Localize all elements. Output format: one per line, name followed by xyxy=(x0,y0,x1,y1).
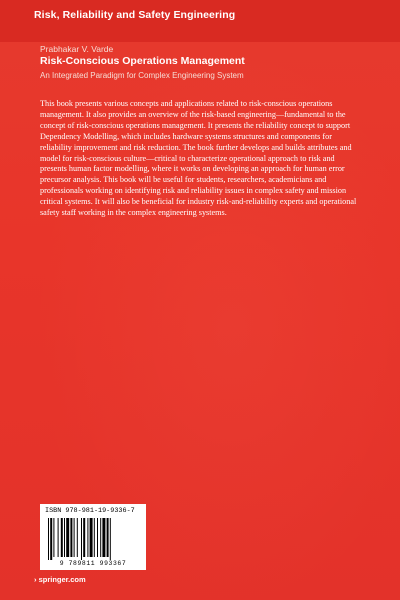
barcode-bar xyxy=(81,518,82,560)
barcode-bar xyxy=(107,518,109,557)
barcode-bar xyxy=(97,518,98,557)
barcode-bar xyxy=(83,518,85,557)
book-title: Risk-Conscious Operations Management xyxy=(40,55,245,67)
barcode-bar xyxy=(66,518,69,557)
author-name: Prabhakar V. Varde xyxy=(40,44,114,54)
barcode-bar xyxy=(48,518,49,560)
barcode-bar xyxy=(87,518,88,557)
barcode-bar xyxy=(100,518,101,557)
isbn-number: ISBN 978-981-19-9336-7 xyxy=(45,507,135,515)
barcode-bar xyxy=(53,518,54,557)
barcode-bar xyxy=(74,518,75,557)
barcode-bar xyxy=(102,518,105,557)
book-subtitle: An Integrated Paradigm for Complex Engineering System xyxy=(40,71,244,80)
book-description: This book presents various concepts and applications related to risk-conscious operations management. It also provides an overview of the risk-based engineering—fundamental to the concept of risk-conscious operations management. It presents the reliability concept to support Dependency Modelling, which includes hardware systems structures and components for reliability improvement and risk reduction. The book further develops and builds attributes and model for risk-conscious culture—critical to characterize operational approach to risk and presents human factor modelling, where it works on developing an approach for human error precursor analysis. This book will be useful for students, researchers, academicians and professionals working on identifying risk and reliability issues in complex safety and mission critical systems. It will also be beneficial for industry risk-and-reliability experts and operational safety staff working in the complex engineering systems. xyxy=(40,99,357,218)
barcode-bar xyxy=(61,518,63,557)
barcode-bar xyxy=(70,518,72,557)
barcode-bar xyxy=(90,518,93,557)
barcode-bar xyxy=(58,518,59,557)
barcode-bar xyxy=(110,518,111,560)
series-title: Risk, Reliability and Safety Engineering xyxy=(34,9,236,21)
barcode-bar xyxy=(77,518,78,557)
barcode-icon xyxy=(48,518,138,560)
barcode-bar xyxy=(94,518,95,557)
barcode-bar xyxy=(50,518,52,560)
barcode-digits: 9 789811 993367 xyxy=(59,560,127,567)
barcode-bar xyxy=(64,518,65,557)
isbn-barcode-box xyxy=(40,504,146,570)
series-header-bar xyxy=(0,0,400,42)
publisher-link[interactable]: › springer.com xyxy=(34,575,86,584)
